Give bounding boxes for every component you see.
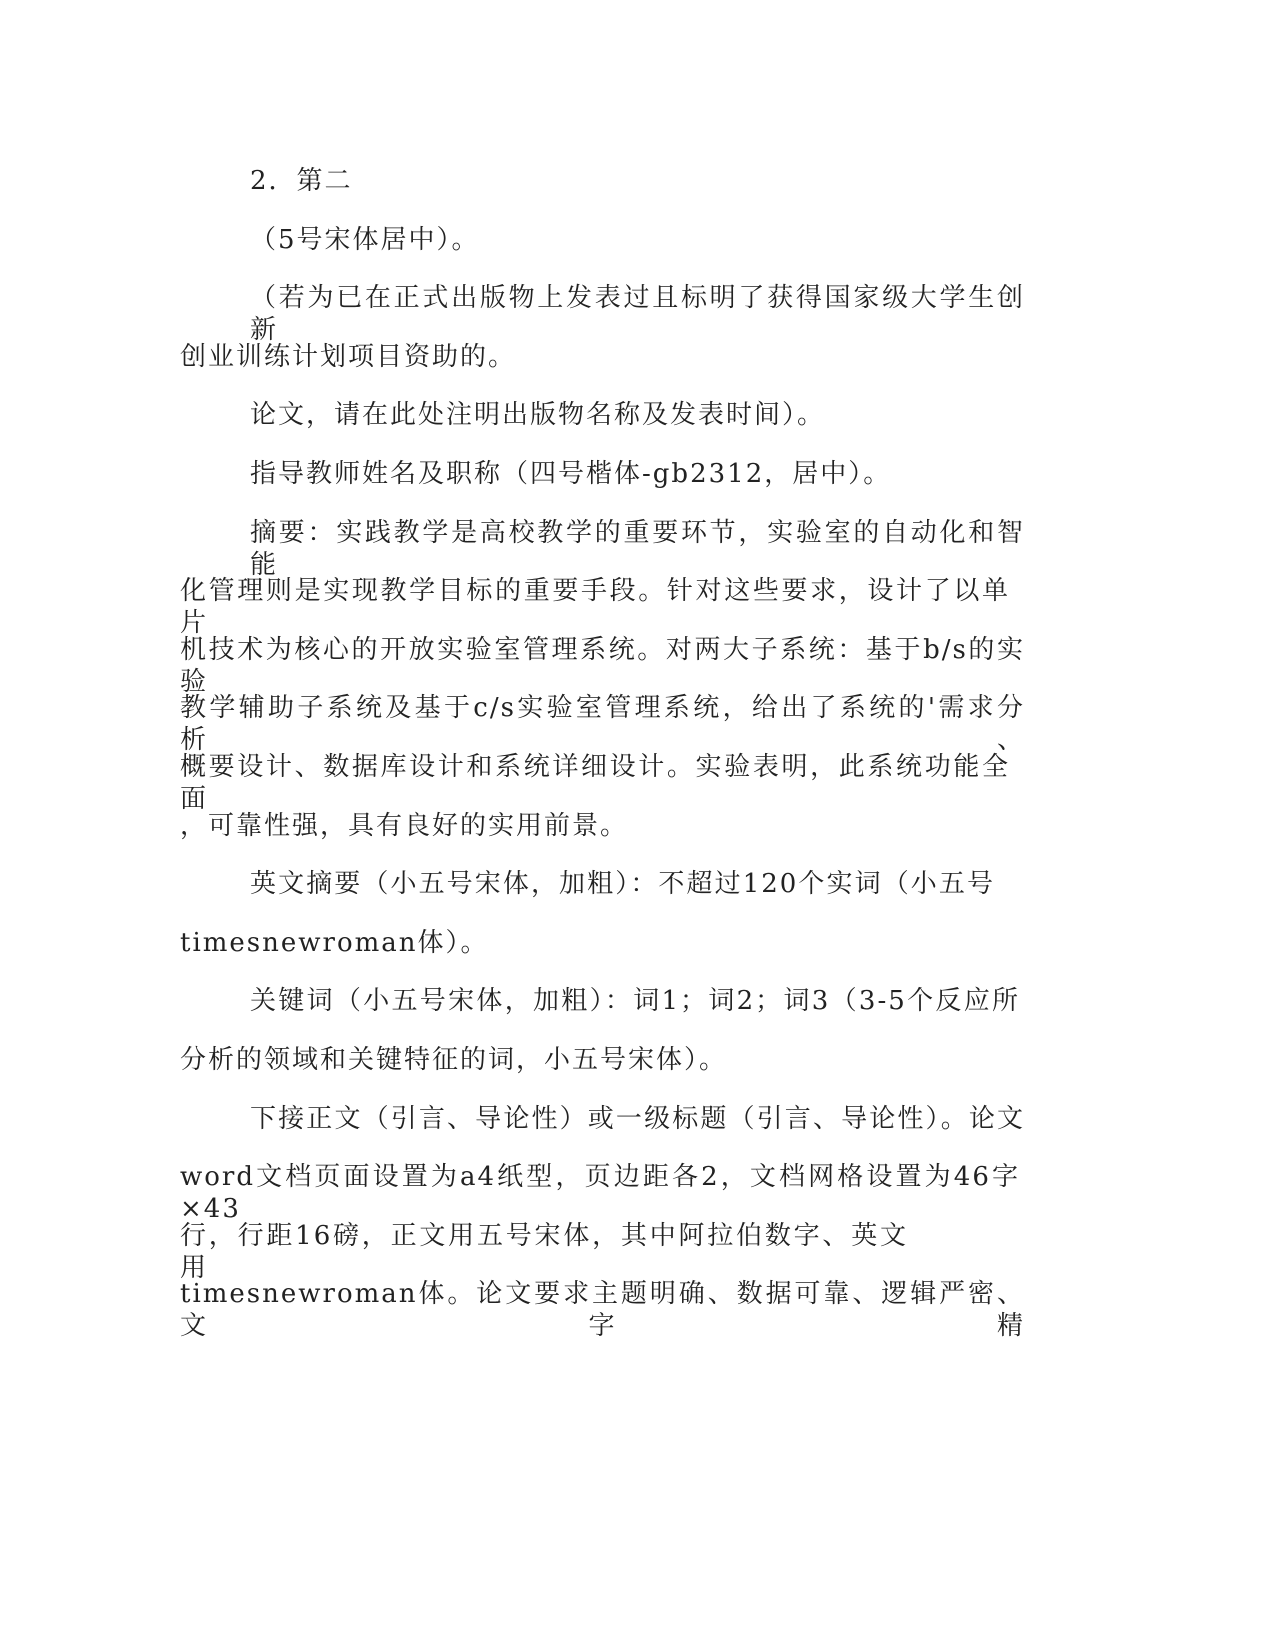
text-line: 化管理则是实现教学目标的重要手段。针对这些要求，设计了以单片 xyxy=(180,576,1010,638)
text-line: 行，行距16磅，正文用五号宋体，其中阿拉伯数字、英文用 xyxy=(180,1221,908,1283)
text-line: 英文摘要（小五号宋体，加粗）：不超过120个实词（小五号 xyxy=(250,869,995,899)
text-line: timesnewroman体）。 xyxy=(180,928,489,958)
text-line: ，可靠性强，具有良好的实用前景。 xyxy=(180,811,629,841)
text-line: （若为已在正式出版物上发表过且标明了获得国家级大学生创新 xyxy=(250,283,1025,345)
text-line: 下接正文（引言、导论性）或一级标题（引言、导论性）。论文 xyxy=(250,1104,1025,1134)
text-line: 论文，请在此处注明出版物名称及发表时间）。 xyxy=(250,400,826,430)
text-line: 关键词（小五号宋体，加粗）：词1；词2；词3（3-5个反应所 xyxy=(250,986,1020,1016)
text-line: word文档页面设置为a4纸型，页边距各2，文档网格设置为46字×43 xyxy=(180,1162,1020,1224)
text-line: 创业训练计划项目资助的。 xyxy=(180,342,517,372)
text-line: timesnewroman体。论文要求主题明确、数据可靠、逻辑严密、文字精 xyxy=(180,1279,1025,1341)
text-line: 分析的领域和关键特征的词，小五号宋体）。 xyxy=(180,1045,728,1075)
text-line: 机技术为核心的开放实验室管理系统。对两大子系统：基于b/s的实验 xyxy=(180,635,1025,697)
text-line: 摘要：实践教学是高校教学的重要环节，实验室的自动化和智能 xyxy=(250,518,1025,580)
text-line: 指导教师姓名及职称（四号楷体-gb2312，居中）。 xyxy=(250,459,892,489)
text-line: （5号宋体居中）。 xyxy=(250,225,480,255)
text-line: 概要设计、数据库设计和系统详细设计。实验表明，此系统功能全面 xyxy=(180,752,1010,814)
text-line: 教学辅助子系统及基于c/s实验室管理系统，给出了系统的'需求分析、 xyxy=(180,693,1025,755)
heading-line: 2．第二 xyxy=(250,166,353,196)
